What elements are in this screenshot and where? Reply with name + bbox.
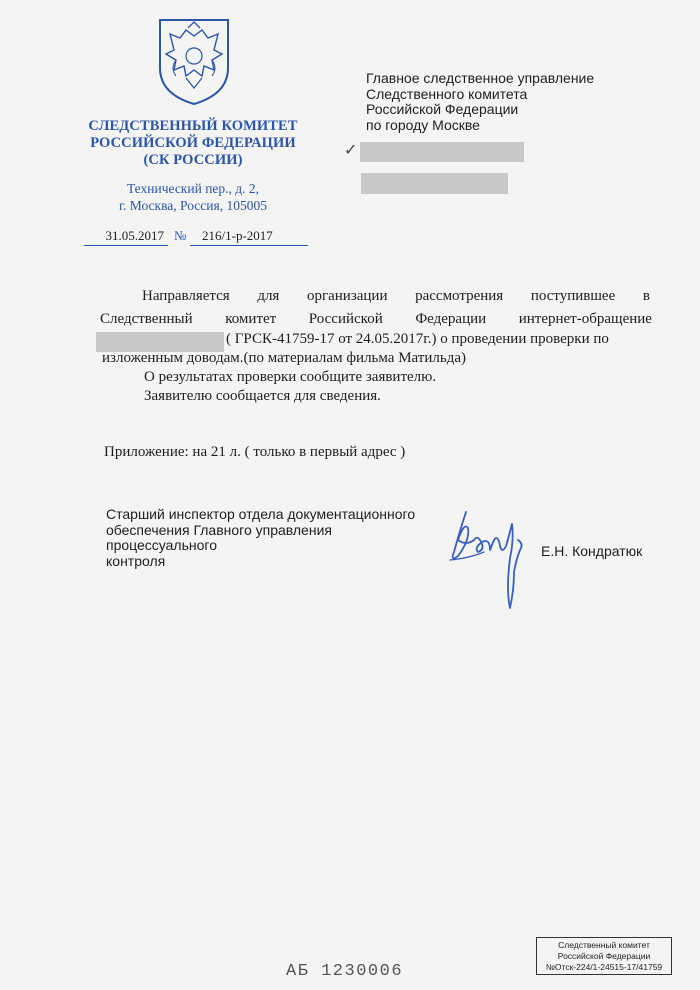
word: Федерации [415, 311, 487, 327]
body-line-4: изложенным доводам.(по материалам фильма Матильда) [102, 350, 466, 366]
redacted-block [361, 173, 508, 194]
word: интернет-обращение [518, 311, 652, 327]
signatory-title [106, 507, 466, 569]
signatory-title-line: Старший инспектор отдела документационного [106, 506, 416, 522]
number-sign: № [174, 228, 187, 243]
address-line: Технический пер., д. 2, [126, 181, 260, 196]
addressee-block [366, 71, 646, 133]
check-mark-icon: ✓ [344, 140, 358, 159]
body-line-1 [142, 288, 650, 305]
body-paragraph-3: Заявителю сообщается для сведения. [144, 388, 381, 404]
signatory-name: Е.Н. Кондратюк [541, 543, 643, 559]
word: для [257, 288, 280, 304]
signatory-title-line: обеспечения Главного управления [106, 521, 332, 538]
word: Российской [308, 311, 383, 327]
signatory-title-line: контроля [106, 552, 166, 569]
body-paragraph-2: О результатах проверки сообщите заявителю. [144, 369, 437, 385]
org-name-line: СЛЕДСТВЕННЫЙ КОМИТЕТ [88, 118, 298, 134]
redacted-block [96, 332, 224, 352]
registration-date: 31.05.2017 [84, 228, 168, 246]
stamp-line: Российской Федерации [557, 951, 651, 961]
word: Направляется [142, 288, 230, 304]
coat-of-arms-emblem-icon [156, 16, 232, 108]
word: рассмотрения [415, 288, 504, 304]
word: Следственный [100, 311, 193, 327]
org-name-line: РОССИЙСКОЙ ФЕДЕРАЦИИ [90, 135, 296, 151]
addressee-line: Следственного комитета [366, 85, 528, 102]
organization-name [60, 118, 326, 169]
word: поступившее [530, 288, 616, 304]
word: в [642, 288, 650, 304]
signatory-title-line: процессуального [106, 537, 217, 553]
registration-number: 216/1-р-2017 [190, 228, 308, 246]
word: организации [306, 288, 388, 304]
word: комитет [225, 311, 277, 327]
addressee-line: Главное следственное управление [366, 70, 595, 86]
stamp-line: Следственный комитет [558, 940, 650, 950]
addressee-line: по городу Москве [366, 116, 480, 133]
organization-address [60, 180, 326, 214]
handwritten-signature [440, 500, 540, 615]
addressee-line: Российской Федерации [366, 101, 519, 117]
address-line: г. Москва, Россия, 105005 [119, 198, 267, 213]
registration-stamp [536, 937, 672, 975]
form-serial-number: АБ 1230006 [286, 962, 404, 981]
body-line-3: ( ГРСК-41759-17 от 24.05.2017г.) о проведении проверки по [226, 331, 609, 347]
body-line-2 [100, 311, 652, 328]
stamp-line: №Отск-224/1-24515-17/41759 [545, 962, 663, 972]
org-name-line: (СК РОССИИ) [143, 152, 243, 168]
attachment-note: Приложение: на 21 л. ( только в первый адрес ) [104, 444, 406, 460]
redacted-block [360, 142, 524, 162]
